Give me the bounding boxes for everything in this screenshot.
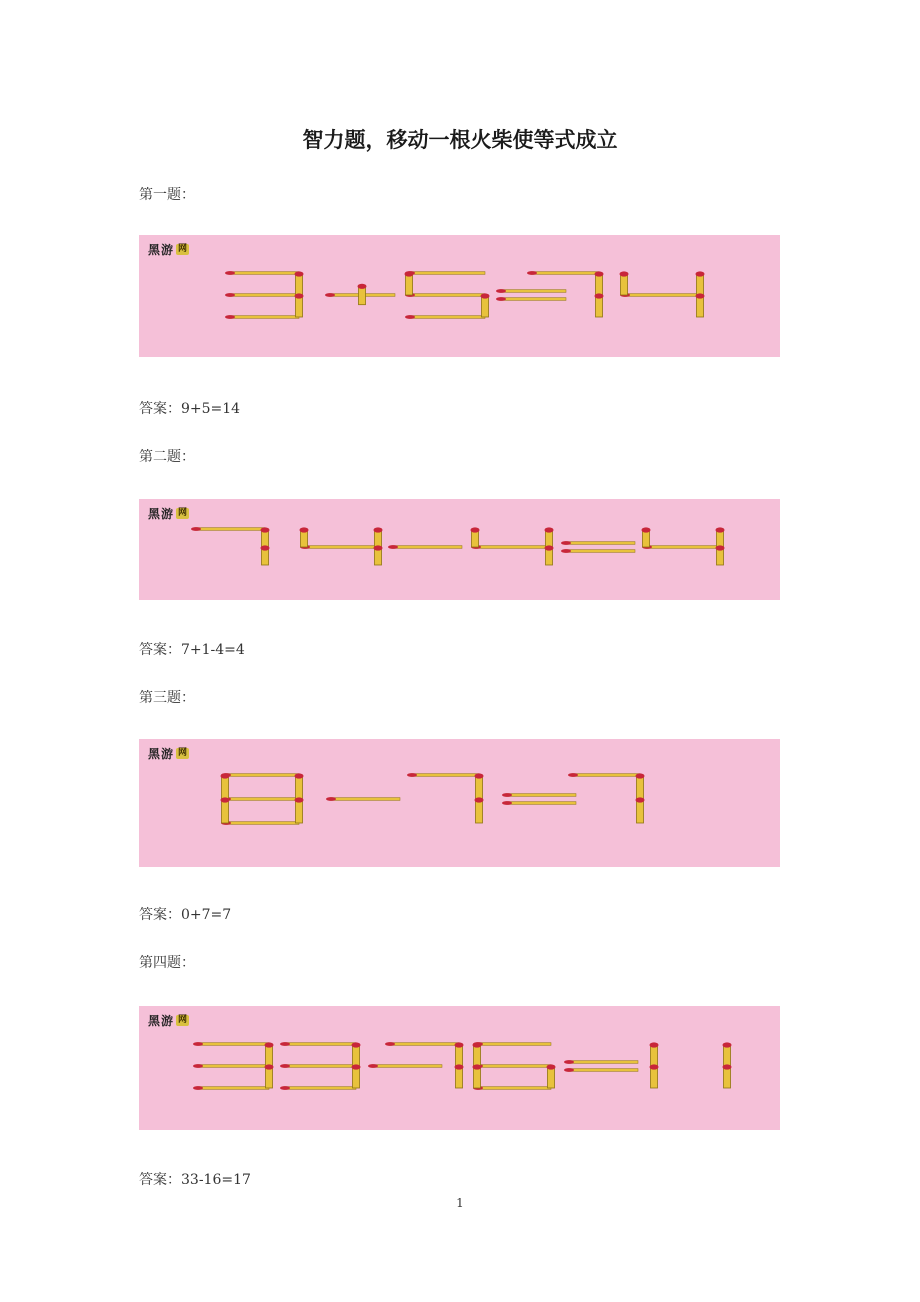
matchstick-puzzle-4 (139, 1006, 780, 1130)
matchstick (358, 284, 367, 305)
matchstick (261, 527, 270, 547)
matchstick (295, 773, 304, 799)
matchstick (620, 271, 629, 295)
matchstick (568, 773, 640, 777)
matchstick (481, 293, 490, 317)
matchstick (295, 271, 304, 295)
matchstick (527, 271, 599, 275)
matchstick (496, 297, 566, 301)
matchstick (221, 797, 230, 823)
matchstick (561, 549, 635, 553)
logo-text: 黑游 (148, 243, 175, 257)
matchstick (193, 1064, 269, 1068)
matchstick (326, 797, 400, 801)
matchstick (620, 293, 700, 297)
matchstick (723, 1064, 732, 1088)
matchstick (295, 797, 304, 823)
matchstick (221, 821, 299, 825)
matchstick (352, 1064, 361, 1088)
logo-text: 黑游 (148, 507, 175, 521)
matchstick (561, 541, 635, 545)
matchstick (636, 773, 645, 799)
matchstick (300, 545, 378, 549)
matchstick (650, 1042, 659, 1066)
matchstick (502, 801, 576, 805)
matchstick (547, 1064, 556, 1088)
matchstick (502, 793, 576, 797)
question-label-1: 第一题： (139, 187, 195, 203)
matchstick (265, 1064, 274, 1088)
question-label-2: 第二题： (139, 449, 195, 465)
matchstick-equation-1 (139, 235, 780, 357)
matchstick (716, 527, 725, 547)
matchstick (265, 1042, 274, 1066)
matchstick (473, 1042, 482, 1066)
matchstick (368, 1064, 442, 1068)
page-number: 1 (456, 1196, 464, 1210)
matchstick (545, 527, 554, 547)
matchstick (696, 293, 705, 317)
matchstick (405, 271, 414, 295)
matchstick (193, 1042, 269, 1046)
logo-text: 黑游 (148, 1014, 175, 1028)
matchstick (455, 1042, 464, 1066)
matchstick (374, 545, 383, 565)
matchstick (280, 1042, 356, 1046)
matchstick (473, 1086, 551, 1090)
answer-3: 答案：0+7=7 (139, 907, 232, 923)
matchstick (221, 773, 230, 799)
matchstick (545, 545, 554, 565)
matchstick (475, 773, 484, 799)
matchstick-equation-2 (139, 499, 780, 600)
logo-text: 黑游 (148, 747, 175, 761)
matchstick (261, 545, 270, 565)
logo-seal: 网 (178, 508, 187, 518)
matchstick-equation-3 (139, 739, 780, 867)
matchstick (473, 1042, 551, 1046)
answer-4: 答案：33-16=17 (139, 1172, 251, 1188)
matchstick-equation-4 (139, 1006, 780, 1130)
matchstick (405, 315, 485, 319)
matchstick (405, 293, 485, 297)
matchstick (636, 797, 645, 823)
matchstick (650, 1064, 659, 1088)
matchstick (280, 1064, 356, 1068)
matchstick (221, 797, 299, 801)
matchstick (225, 315, 299, 319)
matchstick (473, 1064, 551, 1068)
matchstick (723, 1042, 732, 1066)
matchstick (280, 1086, 356, 1090)
matchstick (352, 1042, 361, 1066)
matchstick (455, 1064, 464, 1088)
matchstick (385, 1042, 459, 1046)
question-label-4: 第四题： (139, 955, 195, 971)
question-label-3: 第三题： (139, 690, 195, 706)
matchstick (405, 271, 485, 275)
matchstick (300, 527, 309, 547)
matchstick (642, 545, 720, 549)
matchstick (564, 1060, 638, 1064)
matchstick (496, 289, 566, 293)
matchstick (191, 527, 265, 531)
matchstick (471, 545, 549, 549)
matchstick-puzzle-2 (139, 499, 780, 600)
matchstick-puzzle-3 (139, 739, 780, 867)
matchstick (225, 293, 299, 297)
matchstick (221, 773, 299, 777)
matchstick (388, 545, 462, 549)
matchstick (374, 527, 383, 547)
matchstick-puzzle-1 (139, 235, 780, 357)
matchstick (595, 271, 604, 295)
matchstick (642, 527, 651, 547)
answer-1: 答案：9+5=14 (139, 401, 241, 417)
matchstick (564, 1068, 638, 1072)
matchstick (193, 1086, 269, 1090)
page-title: 智力题，移动一根火柴使等式成立 (302, 128, 618, 152)
matchstick (471, 527, 480, 547)
logo-seal: 网 (178, 244, 187, 254)
matchstick (225, 271, 299, 275)
answer-2: 答案：7+1-4=4 (139, 642, 245, 658)
logo-seal: 网 (178, 1015, 187, 1025)
matchstick (473, 1064, 482, 1088)
matchstick (595, 293, 604, 317)
matchstick (696, 271, 705, 295)
matchstick (295, 293, 304, 317)
logo-seal: 网 (178, 748, 187, 758)
matchstick (475, 797, 484, 823)
matchstick (407, 773, 479, 777)
matchstick (716, 545, 725, 565)
